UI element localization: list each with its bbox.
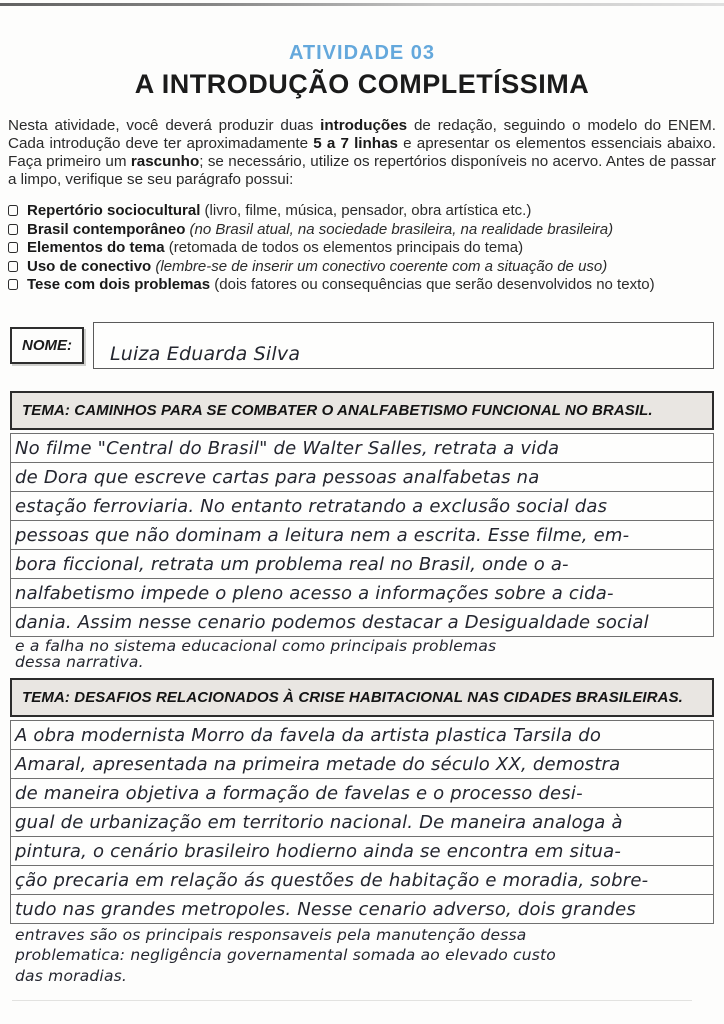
handwritten-line: gual de urbanização em territorio nacional. De maneira analoga à	[15, 811, 623, 833]
checklist-item-text	[27, 276, 655, 295]
intro-paragraph	[8, 117, 716, 189]
checklist-item-text	[27, 221, 613, 240]
handwritten-line: problematica: negligência governamental somada ao elevado custo	[15, 946, 556, 964]
checkbox-icon	[8, 242, 18, 253]
theme-header-analfabetismo: TEMA: CAMINHOS PARA SE COMBATER O ANALFABETISMO FUNCIONAL NO BRASIL.	[10, 391, 714, 430]
writing-row	[10, 462, 714, 492]
checklist-item-desc: (no Brasil atual, na sociedade brasileira, na realidade brasileira)	[189, 220, 614, 238]
page-title: A INTRODUÇÃO COMPLETÍSSIMA	[134, 69, 590, 99]
writing-row	[10, 491, 714, 521]
intro-text: e apresentar os elementos essenciais abaixo. Faça primeiro um	[8, 135, 716, 170]
overflow-text-2	[10, 925, 714, 987]
writing-row	[10, 894, 714, 924]
checklist-item-text	[27, 202, 531, 221]
name-field-label: NOME:	[10, 327, 84, 364]
handwritten-line: A obra modernista Morro da favela da artista plastica Tarsila do	[15, 724, 602, 746]
intro-text: ; se necessário, utilize os repertórios disponíveis no acervo. Antes de passar a limpo, verifique se seu parágrafo possui:	[8, 153, 716, 188]
checklist-item-desc: (dois fatores ou consequências que serão desenvolvidos no texto)	[214, 276, 655, 293]
writing-area-2	[10, 720, 714, 924]
theme-header-habitacional: TEMA: DESAFIOS RELACIONADOS À CRISE HABITACIONAL NAS CIDADES BRASILEIRAS.	[10, 678, 714, 717]
writing-area-1	[10, 433, 714, 637]
checklist-item-label: Uso de conectivo	[27, 257, 152, 275]
writing-row	[10, 778, 714, 808]
handwritten-line: tudo nas grandes metropoles. Nesse cenario adverso, dois grandes	[15, 898, 636, 920]
page-header	[0, 0, 724, 100]
checklist-item-conectivo	[8, 258, 716, 277]
requirements-checklist	[0, 202, 724, 295]
writing-row	[10, 578, 714, 608]
handwritten-line: estação ferroviaria. No entanto retratando a exclusão social das	[15, 495, 608, 517]
scan-artifact-bottom-line	[12, 1000, 692, 1001]
checklist-item-text	[27, 258, 607, 277]
checklist-item-desc: (retomada de todos os elementos principais do tema)	[168, 239, 524, 256]
intro-text: de redação, seguindo o modelo do ENEM. Cada introdução deve ter aproximadamente	[8, 117, 717, 152]
handwritten-line: dessa narrativa.	[15, 652, 144, 671]
checklist-item-desc: (livro, filme, música, pensador, obra artística etc.)	[204, 202, 532, 219]
handwritten-line: de Dora que escreve cartas para pessoas analfabetas na	[15, 466, 540, 488]
writing-row	[10, 607, 714, 637]
writing-row	[10, 807, 714, 837]
handwritten-line: das moradias.	[15, 966, 128, 985]
writing-row	[10, 720, 714, 750]
handwritten-line: pintura, o cenário brasileiro hodierno ainda se encontra em situa-	[15, 840, 622, 862]
name-field-value-box	[93, 322, 714, 369]
checkbox-icon	[8, 205, 18, 216]
overflow-text-1	[10, 638, 714, 670]
checklist-item-desc: (lembre-se de inserir um conectivo coerente com a situação de uso)	[155, 257, 608, 275]
checklist-item-label: Elementos do tema	[27, 239, 165, 256]
checklist-item-tese	[8, 276, 716, 295]
checkbox-icon	[8, 224, 18, 235]
writing-row	[10, 836, 714, 866]
checkbox-icon	[8, 279, 18, 290]
checkbox-icon	[8, 261, 18, 272]
checklist-item-elementos	[8, 239, 716, 258]
writing-row	[10, 549, 714, 579]
handwritten-line: Amaral, apresentada na primeira metade do século XX, demostra	[15, 753, 621, 775]
name-field	[10, 322, 714, 369]
checklist-item-repertorio	[8, 202, 716, 221]
checklist-item-label: Brasil contemporâneo	[27, 220, 186, 238]
writing-row	[10, 865, 714, 895]
scan-artifact-top-line	[0, 3, 724, 6]
activity-label: ATIVIDADE 03	[288, 42, 436, 64]
intro-bold-linhas: 5 a 7 linhas	[313, 135, 398, 152]
checklist-item-brasil	[8, 221, 716, 240]
handwritten-line: nalfabetismo impede o pleno acesso a informações sobre a cida-	[15, 582, 614, 604]
handwritten-line: ção precaria em relação ás questões de habitação e moradia, sobre-	[15, 869, 649, 891]
intro-bold-introducoes: introduções	[320, 117, 408, 134]
intro-bold-rascunho: rascunho	[130, 153, 200, 170]
writing-row	[10, 520, 714, 550]
handwritten-line: de maneira objetiva a formação de favelas e o processo desi-	[15, 782, 583, 804]
handwritten-line: entraves são os principais responsaveis pela manutenção dessa	[15, 925, 527, 944]
handwritten-line: pessoas que não dominam a leitura nem a escrita. Esse filme, em-	[15, 524, 630, 546]
handwritten-name: Luiza Eduarda Silva	[110, 342, 301, 365]
writing-row	[10, 749, 714, 779]
checklist-item-text	[27, 239, 523, 258]
handwritten-line: e a falha no sistema educacional como principais problemas	[15, 636, 497, 655]
handwritten-line: dania. Assim nesse cenario podemos destacar a Desigualdade social	[15, 611, 649, 633]
handwritten-line: bora ficcional, retrata um problema real no Brasil, onde o a-	[15, 553, 569, 575]
writing-row	[10, 433, 714, 463]
checklist-item-label: Repertório sociocultural	[27, 202, 201, 219]
intro-text: Nesta atividade, você deverá produzir duas	[8, 117, 321, 134]
checklist-item-label: Tese com dois problemas	[27, 276, 211, 293]
handwritten-line: No filme "Central do Brasil" de Walter Salles, retrata a vida	[15, 437, 560, 459]
